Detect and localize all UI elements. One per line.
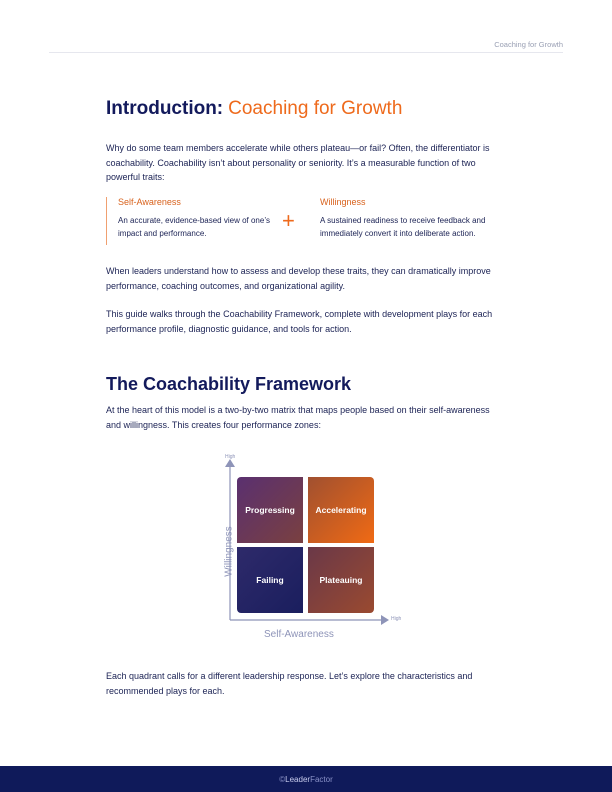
intro-paragraph-3: This guide walks through the Coachability Framework, complete with development plays for each performance profile, diagnostic guidance, and tools for action. [106,309,493,334]
matrix-axes [205,450,405,645]
brand-name-light: Factor [310,774,333,784]
intro-title-bold: Introduction: [106,98,224,119]
intro-title-light: Coaching for Growth [228,98,403,119]
quadrant-failing: Failing [237,547,303,613]
x-axis-high-label: High [391,616,402,622]
quadrant-plateauing: Plateauing [308,547,374,613]
copyright-symbol: © [279,774,286,784]
y-axis-high-label: High [225,454,236,460]
trait-title: Self-Awareness [118,197,181,207]
trait-self-awareness [106,197,278,245]
framework-title: The Coachability Framework [106,374,352,394]
quadrant-progressing: Progressing [237,477,303,543]
footer-bar [0,766,612,792]
trait-body: A sustained readiness to receive feedback and immediately convert it into deliberate action. [320,216,486,238]
trait-body: An accurate, evidence-based view of one’s impact and performance. [118,216,270,238]
trait-willingness [320,197,510,240]
framework-closing: Each quadrant calls for a different leadership response. Let’s explore the characteristics and recommended plays for each. [106,671,473,696]
running-header: Coaching for Growth [494,40,563,49]
trait-title: Willingness [320,197,366,207]
brand-name-bold: Leader [285,774,311,784]
intro-paragraph-2: When leaders understand how to assess and develop these traits, they can dramatically improve performance, coaching outcomes, and organizational agility. [106,266,491,291]
plus-icon: + [282,208,295,233]
coachability-matrix [205,450,405,645]
header-divider [49,52,563,53]
framework-paragraph: At the heart of this model is a two-by-two matrix that maps people based on their self-awareness and willingness. This creates four performance zones: [106,405,490,430]
y-axis-label: Willingness [223,526,235,577]
intro-title [106,98,402,120]
x-axis-label: Self-Awareness [264,629,334,640]
intro-paragraph-1: Why do some team members accelerate while others plateau—or fail? Often, the differentiator is coachability. Coachability isn’t about personality or seniority. It’s a measurable function of two powerful traits: [106,143,490,182]
quadrant-accelerating: Accelerating [308,477,374,543]
